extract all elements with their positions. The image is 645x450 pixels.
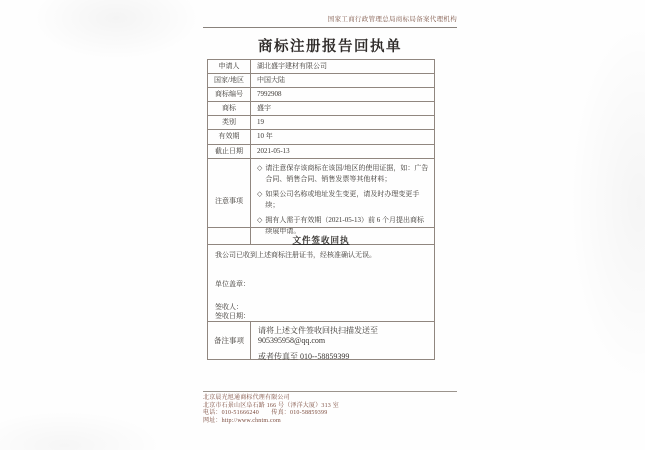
document-title: 商标注册报告回执单 — [258, 39, 402, 55]
table-row — [208, 74, 435, 88]
remark-scan-email-line: 请将上述文件签收回执扫描发送至 905395958@qq.com — [258, 326, 378, 345]
row-label: 商标编号 — [208, 88, 251, 102]
note-text: 拥有人需于有效期（2021-05-13）前 6 个月提出商标续展申请。 — [265, 215, 425, 236]
footer-phone-fax: 电话：010-51666240 传真：010-58859399 — [203, 410, 328, 417]
table-row — [208, 102, 435, 116]
remark-label: 备注事项 — [208, 322, 251, 359]
diamond-bullet-icon: ◇ — [257, 189, 263, 198]
receipt-section-title: 文件签收回执 — [292, 235, 350, 245]
table-row — [208, 60, 435, 74]
footer-company-name: 北京晨光旭通商标代理有限公司 — [203, 395, 290, 401]
diamond-bullet-icon: ◇ — [257, 163, 263, 172]
sign-date-label: 签收日期： — [215, 312, 250, 320]
unit-seal-label: 单位盖章： — [215, 280, 250, 288]
note-item — [257, 189, 429, 212]
remark-fax-line: 或者传真至 010--58859399 — [258, 352, 350, 362]
receipt-statement: 我公司已收到上述商标注册证书，经核准确认无误。 — [215, 251, 376, 259]
row-label: 截止日期 — [208, 144, 251, 158]
row-label: 国家/地区 — [208, 74, 251, 88]
row-value: 中国大陆 — [251, 74, 435, 88]
row-value: 10 年 — [251, 130, 435, 144]
row-value: 湖北盛宇建材有限公司 — [251, 60, 435, 74]
table-row — [208, 88, 435, 102]
table-row — [208, 130, 435, 144]
row-value: 2021-05-13 — [251, 144, 435, 158]
agency-registration-note: 国家工商行政管理总局商标局备案代理机构 — [203, 16, 457, 28]
trademark-info-table — [207, 59, 435, 245]
row-label: 有效期 — [208, 130, 251, 144]
table-row — [208, 144, 435, 158]
row-value: 盛宇 — [251, 102, 435, 116]
note-text: 如果公司名称或地址发生变更，请及时办理变更手续； — [265, 189, 420, 210]
diamond-bullet-icon: ◇ — [257, 215, 263, 224]
notes-label: 注意事项 — [208, 158, 251, 244]
remark-row — [208, 321, 434, 362]
receipt-section — [207, 227, 435, 360]
table-row — [208, 116, 435, 130]
footer-website: 网址：http://www.chntm.com — [203, 417, 281, 424]
note-item — [257, 163, 429, 186]
trademark-info-rows — [208, 60, 435, 159]
remark-value — [251, 322, 434, 362]
note-text: 请注意保存该商标在该国/地区的使用证据，如：广告合同、销售合同、销售发票等其他材料； — [265, 163, 429, 184]
row-label: 商标 — [208, 102, 251, 116]
signer-label: 签收人： — [215, 303, 243, 311]
row-value: 7992908 — [251, 88, 435, 102]
row-label: 申请人 — [208, 60, 251, 74]
row-label: 类别 — [208, 116, 251, 130]
footer-address: 北京市石景山区阜石路 166 号（泽洋大厦）313 室 — [203, 402, 339, 409]
row-value: 19 — [251, 116, 435, 130]
agency-footer — [203, 391, 457, 425]
